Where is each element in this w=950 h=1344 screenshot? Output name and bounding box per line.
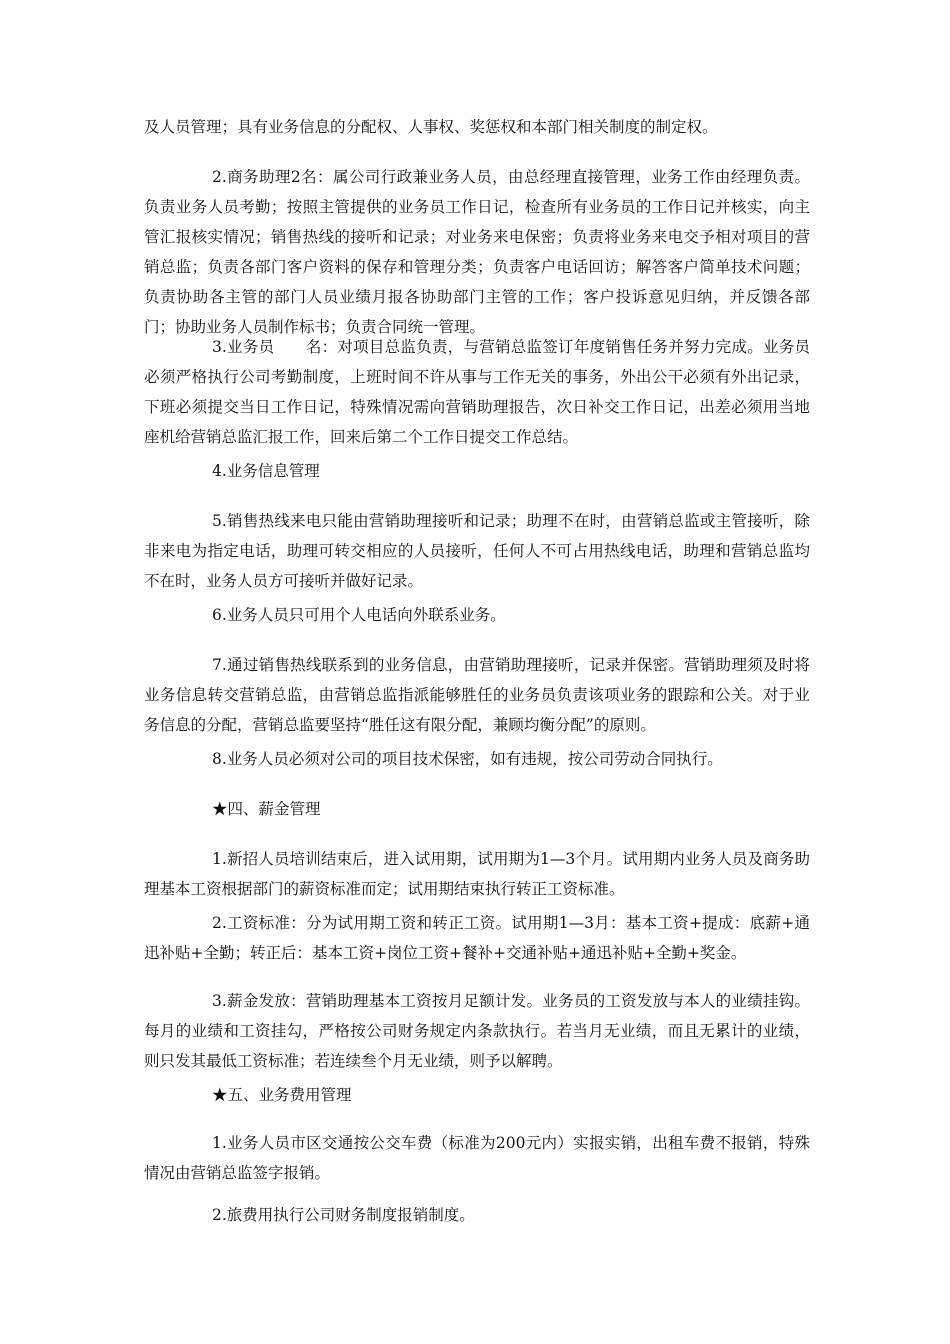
paragraph-business-info-heading: 4.业务信息管理 [212,462,320,480]
paragraph-salary-standard: 2.工资标准：分为试用期工资和转正工资。试用期1—3月：基本工资+提成：底薪+通迅补贴+全勤；转正后：基本工资+岗位工资+餐补+交通补贴+通迅补贴+全勤+奖金。 [144,914,810,962]
paragraph-info-allocation: 7.通过销售热线联系到的业务信息，由营销助理接听，记录并保密。营销助理须及时将业务信息转交营销总监，由营销总监指派能够胜任的业务员负责该项业务的跟踪和公关。对于业务信息的分配，营销总监要坚持“胜任这有限分配，兼顾均衡分配”的原则。 [144,656,810,734]
paragraph-salesperson: 3.业务员 名：对项目总监负责，与营销总监签订年度销售任务并努力完成。业务员必须严格执行公司考勤制度，上班时间不许从事与工作无关的事务，外出公干必须有外出记录，下班必须提交当日工作日记，特殊情况需向营销助理报告，次日补交工作日记，出差必须用当地座机给营销总监汇报工作，回来后第二个工作日提交工作总结。 [144,338,810,446]
paragraph-confidentiality: 8.业务人员必须对公司的项目技术保密，如有违规，按公司劳动合同执行。 [212,750,723,768]
paragraph-salary-payment: 3.薪金发放：营销助理基本工资按月足额计发。业务员的工资发放与本人的业绩挂钩。每月的业绩和工资挂勾，严格按公司财务规定内条款执行。若当月无业绩，而且无累计的业绩，则只发其最低工资标准；若连续叁个月无业绩，则予以解聘。 [144,992,810,1070]
section-heading-expenses: ★五、业务费用管理 [212,1086,352,1104]
paragraph-management-rights: 及人员管理；具有业务信息的分配权、人事权、奖惩权和本部门相关制度的制定权。 [144,118,718,136]
paragraph-probation: 1.新招人员培训结束后，进入试用期，试用期为1—3个月。试用期内业务人员及商务助理基本工资根据部门的薪资标准而定；试用期结束执行转正工资标准。 [144,850,810,898]
paragraph-business-assistant: 2.商务助理2名：属公司行政兼业务人员，由总经理直接管理，业务工作由经理负责。负责业务人员考勤；按照主管提供的业务员工作日记，检查所有业务员的工作日记并核实，向主管汇报核实情况；销售热线的接听和记录；对业务来电保密；负责将业务来电交予相对项目的营销总监；负责各部门客户资料的保存和管理分类；负责客户电话回访；解答客户简单技术问题；负责协助各主管的部门人员业绩月报各协助部门主管的工作；客户投诉意见归纳，并反馈各部门；协助业务人员制作标书；负责合同统一管理。 [144,168,810,336]
paragraph-transport: 1.业务人员市区交通按公交车费（标准为200元内）实报实销，出租车费不报销，特殊情况由营销总监签字报销。 [144,1134,810,1182]
paragraph-hotline: 5.销售热线来电只能由营销助理接听和记录；助理不在时，由营销总监或主管接听，除非来电为指定电话，助理可转交相应的人员接听，任何人不可占用热线电话，助理和营销总监均不在时，业务人员方可接听并做好记录。 [144,512,810,590]
section-heading-salary: ★四、薪金管理 [212,800,321,818]
paragraph-travel-expenses: 2.旅费用执行公司财务制度报销制度。 [212,1206,475,1224]
paragraph-personal-phone: 6.业务人员只可用个人电话向外联系业务。 [212,606,506,624]
